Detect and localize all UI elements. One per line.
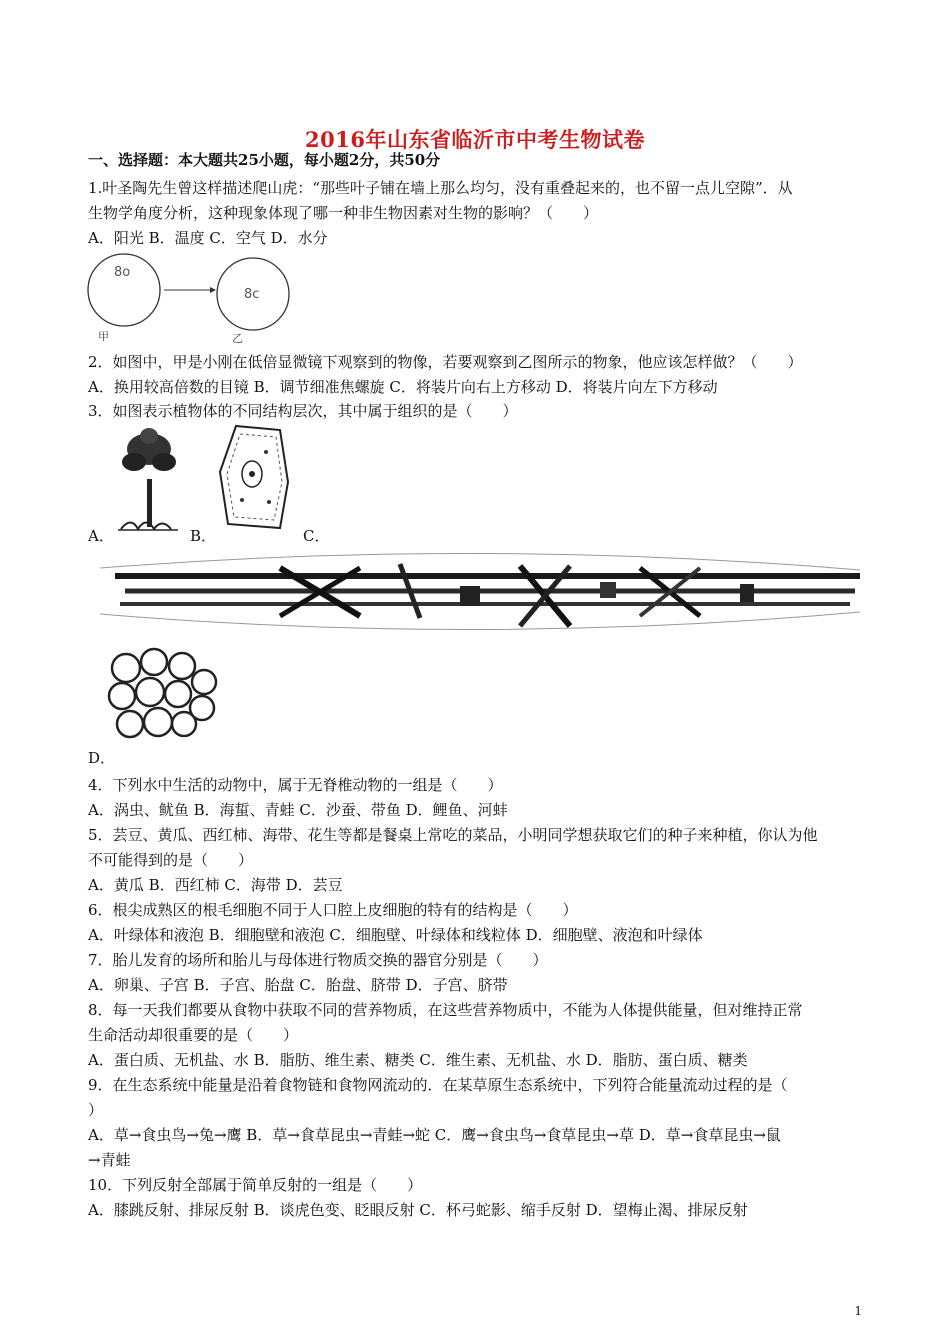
q6-line1: 6．根尖成熟区的根毛细胞不同于人口腔上皮细胞的特有的结构是（ ） [88,901,578,919]
q7-line1: 7．胎儿发育的场所和胎儿与母体进行物质交换的器官分别是（ ） [88,951,548,969]
q3-option-a: A． [88,527,114,545]
q4-line1: 4．下列水中生活的动物中，属于无脊椎动物的一组是（ ） [88,776,503,794]
page-number: 1 [854,1304,862,1318]
label-jia: 甲 [98,330,109,343]
arrow-head [210,287,216,293]
plant-figure [116,424,186,534]
q5-line1: 5．芸豆、黄瓜、西红柿、海带、花生等都是餐桌上常吃的菜品，小明同学想获取它们的种子来种植，你认为他 [88,826,818,844]
q6-options: A．叶绿体和液泡 B．细胞壁和液泡 C．细胞壁、叶绿体和线粒体 D．细胞壁、液泡和叶绿体 [88,926,703,944]
q5-line2: 不可能得到的是（ ） [88,851,254,869]
q9-line1: 9．在生态系统中能量是沿着食物链和食物网流动的．在某草原生态系统中，下列符合能量流动过程的是（ [88,1076,788,1094]
q10-line1: 10．下列反射全部属于简单反射的一组是（ ） [88,1176,423,1194]
distorted-tissue-figure [100,546,870,636]
q2-options: A．换用较高倍数的目镜 B．调节细准焦螺旋 C．将装片向右上方移动 D．将装片向左下方移动 [88,378,718,396]
q9-options-line1: A．草→食虫鸟→兔→鹰 B．草→食草昆虫→青蛙→蛇 C．鹰→食虫鸟→食草昆虫→草 D．草→食草昆虫→鼠 [88,1126,781,1144]
q1-line1: 1.叶圣陶先生曾这样描述爬山虎：“那些叶子铺在墙上那么均匀，没有重叠起来的，也不留一点儿空隙”．从 [88,179,793,197]
cell-b: 8c [244,287,260,302]
microscope-view-figure [86,250,306,345]
tissue-cells-figure [104,646,224,744]
q10-options: A．膝跳反射、排尿反射 B．谈虎色变、眨眼反射 C．杯弓蛇影、缩手反射 D．望梅止渴、排尿反射 [88,1201,748,1219]
q8-line1: 8．每一天我们都要从食物中获取不同的营养物质，在这些营养物质中，不能为人体提供能量，但对维持正常 [88,1001,803,1019]
q8-options: A．蛋白质、无机盐、水 B．脂肪、维生素、糖类 C．维生素、无机盐、水 D．脂肪、蛋白质、糖类 [88,1051,748,1069]
q7-options: A．卵巢、子宫 B．子宫、胎盘 C．胎盘、脐带 D．子宫、脐带 [88,976,508,994]
q9-line2: ） [88,1101,104,1119]
section-heading: 一、选择题：本大题共25小题，每小题2分，共50分 [88,151,441,169]
q5-options: A．黄瓜 B．西红柿 C．海带 D．芸豆 [88,876,343,894]
q1-line2: 生物学角度分析，这种现象体现了哪一种非生物因素对生物的影响？（ ） [88,204,599,222]
q3-line1: 3．如图表示植物体的不同结构层次，其中属于组织的是（ ） [88,402,518,420]
q3-option-c: C． [303,527,330,545]
q8-line2: 生命活动却很重要的是（ ） [88,1026,299,1044]
q2-line1: 2．如图中，甲是小刚在低倍显微镜下观察到的物像，若要观察到乙图所示的物象，他应该怎样做？（ ） [88,353,803,371]
q9-options-line2: →青蛙 [88,1151,131,1169]
plant-cell-figure [214,422,294,534]
page-title: 2016年山东省临沂市中考生物试卷 [305,127,645,152]
q1-options: A．阳光 B．温度 C．空气 D．水分 [88,229,328,247]
label-yi: 乙 [232,332,243,345]
q4-options: A．涡虫、鱿鱼 B．海蜇、青蛙 C．沙蚕、带鱼 D．鲤鱼、河蚌 [88,801,508,819]
q3-option-b: B． [190,527,217,545]
cell-a: 8o [114,265,131,280]
q3-option-d: D． [88,749,116,767]
